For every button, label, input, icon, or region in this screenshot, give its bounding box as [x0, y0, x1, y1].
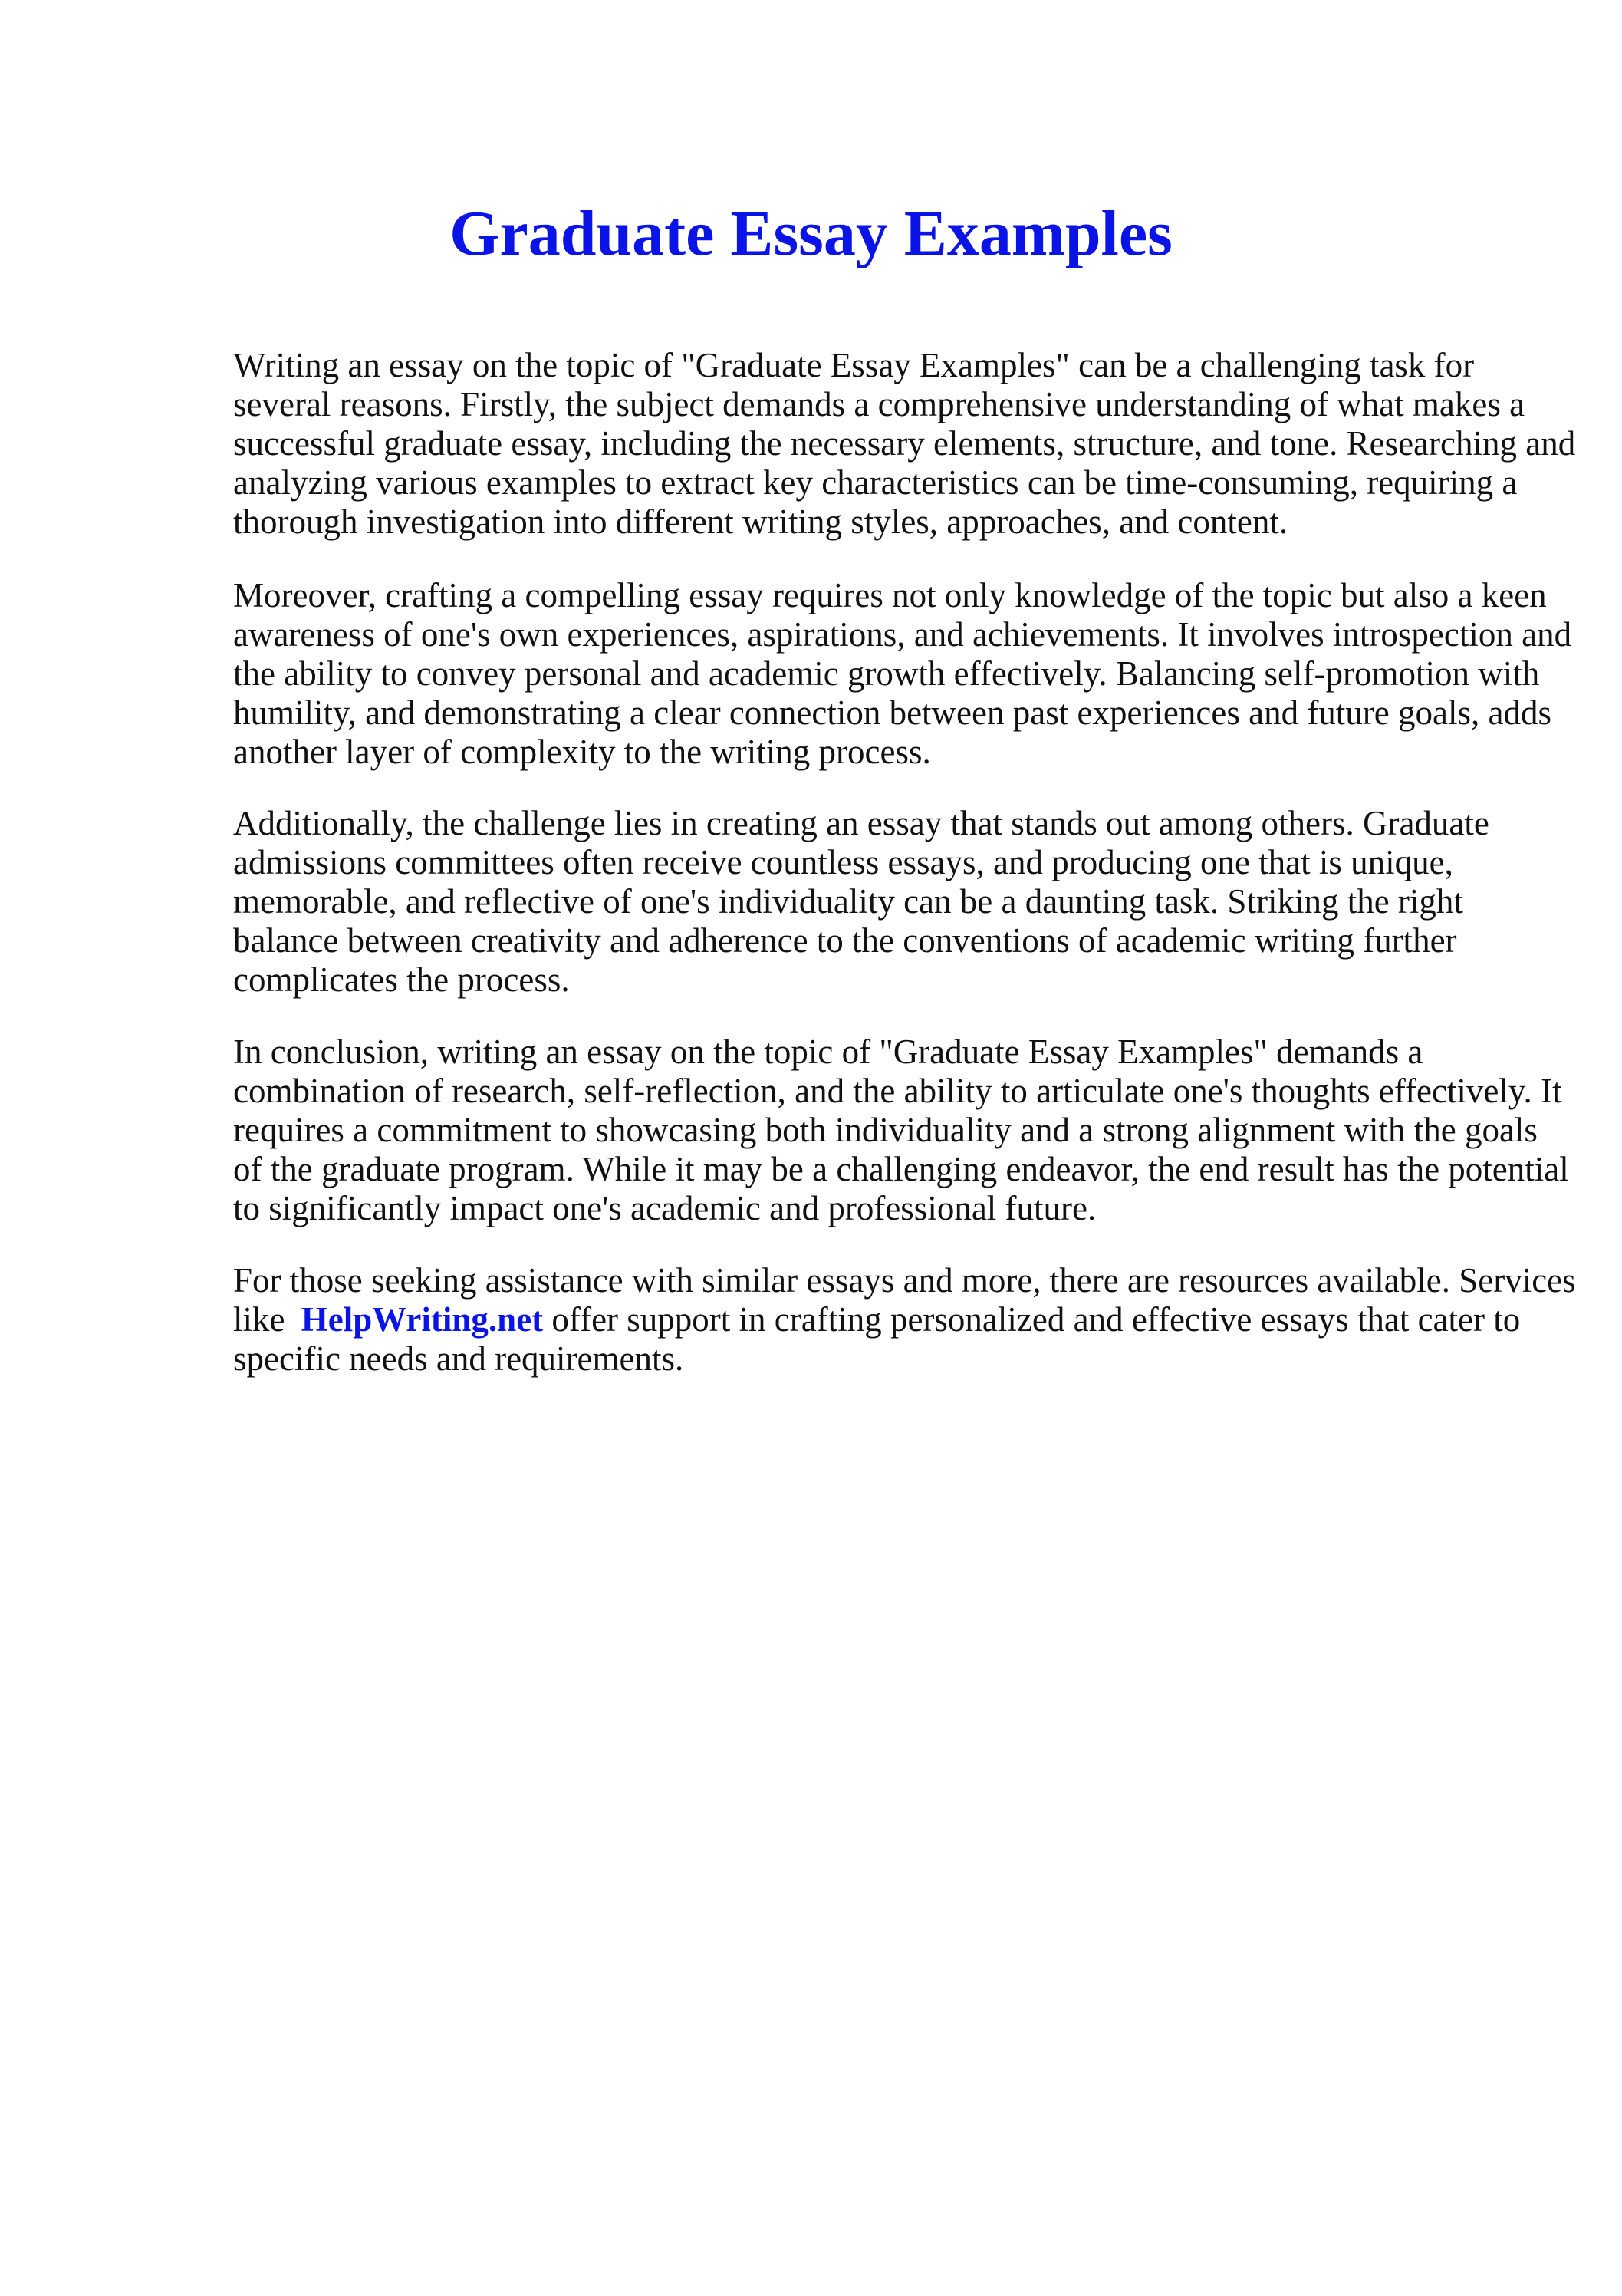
text-line — [233, 1300, 1552, 1339]
paragraph-conclusion — [233, 1033, 1569, 1228]
text-line: Moreover, crafting a compelling essay requires not only knowledge of the topic but also a keen — [233, 576, 1547, 614]
text-line: For those seeking assistance with similar essays and more, there are resources available. Services — [233, 1261, 1576, 1300]
text-line: admissions committees often receive countless essays, and producing one that is unique, — [233, 843, 1453, 881]
text-fragment: like — [233, 1300, 294, 1339]
text-line: humility, and demonstrating a clear connection between past experiences and future goals, adds — [233, 693, 1551, 732]
text-line: analyzing various examples to extract key characteristics can be time-consuming, requiring a — [233, 463, 1518, 502]
text-line: specific needs and requirements. — [233, 1339, 684, 1378]
text-line: memorable, and reflective of one's individuality can be a daunting task. Striking the right — [233, 882, 1463, 921]
text-line: awareness of one's own experiences, aspirations, and achievements. It involves introspection and — [233, 615, 1572, 654]
text-line: to significantly impact one's academic and professional future. — [233, 1189, 1097, 1227]
paragraph-additionally — [233, 804, 1552, 1000]
paragraph-resources — [233, 1261, 1576, 1379]
text-line: combination of research, self-reflection, and the ability to articulate one's thoughts effectively. It — [233, 1072, 1562, 1110]
text-line: of the graduate program. While it may be a challenging endeavor, the end result has the potential — [233, 1150, 1569, 1188]
page-title: Graduate Essay Examples — [449, 198, 1173, 269]
paragraph-moreover — [233, 576, 1572, 772]
text-line: Additionally, the challenge lies in creating an essay that stands out among others. Graduate — [233, 804, 1489, 842]
text-fragment: offer support in crafting personalized and effective essays that cater to — [543, 1300, 1521, 1339]
text-line: several reasons. Firstly, the subject demands a comprehensive understanding of what makes a — [233, 385, 1525, 423]
text-line: the ability to convey personal and academic growth effectively. Balancing self-promotion with — [233, 654, 1540, 693]
text-line: Writing an essay on the topic of "Graduate Essay Examples" can be a challenging task for — [233, 346, 1475, 384]
text-line: successful graduate essay, including the necessary elements, structure, and tone. Researching and — [233, 424, 1576, 463]
text-line: thorough investigation into different writing styles, approaches, and content. — [233, 502, 1288, 541]
helpwriting-link[interactable]: HelpWriting.net — [301, 1300, 544, 1339]
text-line: complicates the process. — [233, 960, 570, 999]
text-line: In conclusion, writing an essay on the topic of "Graduate Essay Examples" demands a — [233, 1033, 1423, 1071]
text-line: balance between creativity and adherence to the conventions of academic writing further — [233, 921, 1457, 960]
paragraph-intro — [233, 346, 1576, 542]
text-line: another layer of complexity to the writing process. — [233, 733, 931, 771]
text-line: requires a commitment to showcasing both individuality and a strong alignment with the goals — [233, 1111, 1538, 1149]
